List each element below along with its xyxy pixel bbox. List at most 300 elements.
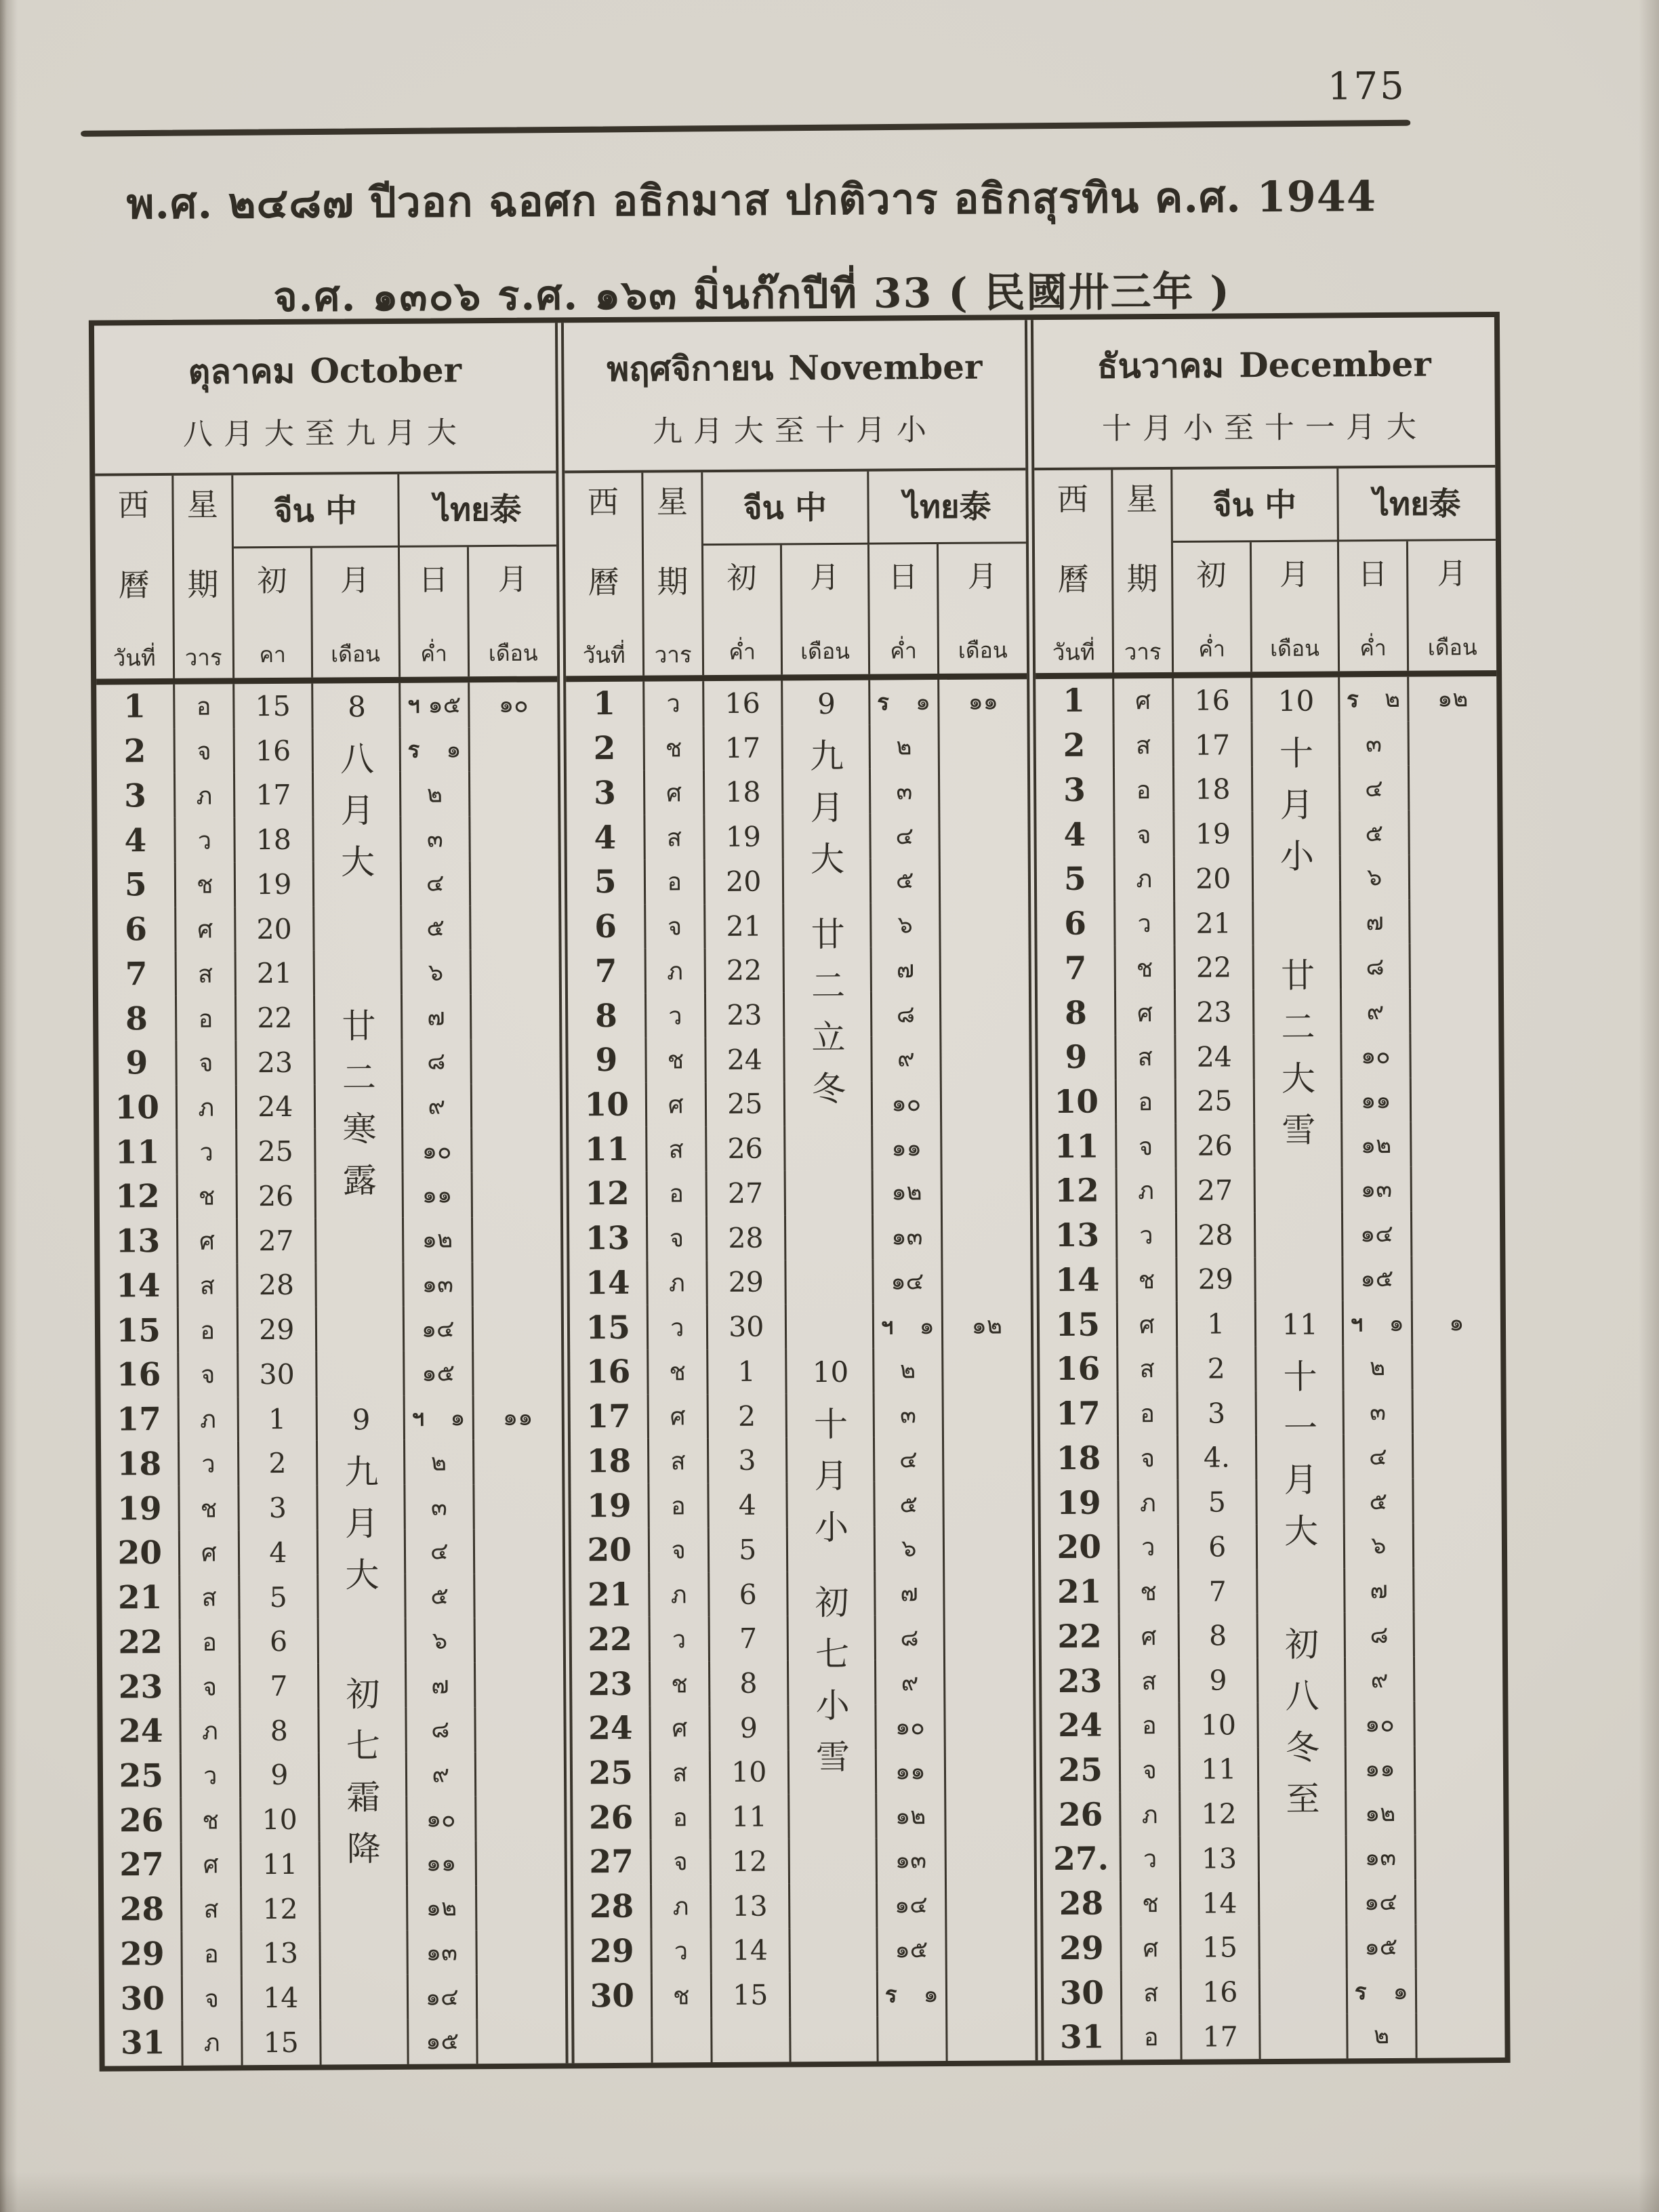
weekday-cell: ภ (650, 1572, 710, 1617)
header-solar-thai: วันที่ (112, 644, 156, 672)
weekday-cell: ว (1118, 1213, 1178, 1258)
cjk-char: 大 (1281, 1059, 1316, 1099)
chinese-month-cell (787, 1349, 875, 1394)
chinese-month-number: 10 (1277, 684, 1315, 718)
calendar-row (568, 1036, 1029, 1083)
top-rule (81, 120, 1410, 137)
thai-month-cell (471, 949, 559, 995)
weekday-cell: อ (649, 1483, 710, 1528)
thai-month-cell (476, 1706, 564, 1752)
chinese-day-cell: 17 (705, 725, 783, 770)
date-cell: 9 (568, 1038, 647, 1083)
thai-day-number: ๘ (427, 1048, 446, 1076)
date-cell: 27 (104, 1843, 182, 1887)
weekday-cell: จ (649, 1528, 710, 1572)
chinese-day-cell: 24 (706, 1037, 785, 1082)
thai-day-number: ๘ (431, 1716, 450, 1744)
thai-month-cell (1410, 810, 1498, 855)
thai-day-number: ๑ (1393, 1978, 1408, 2005)
thai-day-cell (1347, 1790, 1416, 1835)
thai-day-cell (878, 1927, 947, 1972)
date-cell: 18 (1040, 1436, 1119, 1481)
thai-month-cell (945, 1570, 1033, 1616)
cjk-char: 立 (811, 1017, 846, 1057)
chinese-month-cell (1254, 1033, 1343, 1079)
chinese-day-cell: 30 (708, 1305, 787, 1349)
chinese-day-cell: 17 (235, 773, 314, 817)
date-cell: 4 (97, 818, 176, 863)
thai-month-cell (1414, 1612, 1502, 1657)
date-cell: 17 (571, 1394, 649, 1439)
header-sub-th-day-thai: ค่ำ (420, 640, 447, 667)
chinese-day-cell: 26 (707, 1126, 785, 1171)
calendar-row (102, 1573, 562, 1620)
thai-day-cell (1348, 2013, 1417, 2058)
weekday-cell: ช (651, 1661, 711, 1706)
chinese-day-cell: 21 (705, 903, 784, 948)
thai-day-cell (1345, 1612, 1414, 1657)
weekday-cell: อ (645, 859, 705, 904)
thai-month-cell (471, 905, 559, 950)
thai-day-number: ๑๕ (1360, 1265, 1394, 1293)
thai-day-number: ๑๒ (891, 1179, 922, 1206)
calendar-row (1042, 1612, 1502, 1659)
calendar-row (1038, 943, 1498, 991)
thai-month-cell (1417, 2013, 1505, 2058)
calendar-row (100, 1216, 560, 1264)
thai-month-cell: ๑๒ (971, 1312, 1003, 1340)
date-cell: 20 (1041, 1525, 1120, 1570)
weekday-cell: ภ (646, 949, 706, 994)
chinese-day-cell: 29 (1177, 1257, 1256, 1302)
weekday-cell: ช (1118, 1257, 1178, 1302)
cjk-char: 廿 (811, 914, 845, 954)
weekday-cell: ส (1120, 1658, 1181, 1703)
thai-day-number: ๑๑ (422, 1181, 453, 1210)
thai-day-cell (1345, 1568, 1414, 1612)
date-cell: 7 (1038, 946, 1116, 991)
weekday-cell: ช (176, 862, 236, 907)
date-cell: 1 (566, 682, 644, 726)
chinese-month-cell (783, 769, 872, 815)
cjk-char: 月 (344, 1503, 380, 1543)
chinese-month-cell (316, 1262, 405, 1307)
header-sub-th-day (1339, 541, 1409, 672)
cjk-char: 月 (810, 787, 844, 827)
thai-day-number: ๑๓ (422, 1271, 454, 1298)
chinese-month-cell (314, 817, 402, 862)
thai-day-number: ๓ (426, 825, 443, 853)
calendar-row (99, 1083, 560, 1130)
chinese-day-cell: 28 (1177, 1212, 1256, 1257)
calendar-row (567, 813, 1027, 860)
chinese-day-cell: 6 (1179, 1524, 1258, 1569)
thai-month-cell (942, 1169, 1030, 1214)
date-cell: 19 (571, 1483, 649, 1528)
thai-month-cell (473, 1261, 561, 1307)
empty-cell (791, 2017, 879, 2062)
chinese-month-cell (1256, 1212, 1344, 1257)
thai-month-cell (474, 1439, 562, 1485)
calendar-row (571, 1481, 1031, 1528)
chinese-month-cell (1257, 1435, 1345, 1480)
calendar-row (97, 726, 558, 774)
weekday-cell: ภ (652, 1884, 712, 1929)
chinese-day-cell: 11 (711, 1795, 790, 1839)
chinese-day-cell: 5 (1179, 1479, 1257, 1524)
header-weekday-thai: วาร (1124, 638, 1162, 665)
header-solar-date (1034, 470, 1113, 673)
cjk-char: 八 (1285, 1676, 1319, 1716)
thai-month-cell (941, 947, 1029, 992)
chinese-day-cell: 5 (240, 1574, 319, 1619)
date-cell: 4 (567, 815, 645, 860)
calendar-row (571, 1392, 1031, 1439)
calendar-row (100, 1350, 561, 1397)
chinese-day-cell: 22 (706, 948, 785, 993)
weekday-cell: ว (648, 1305, 708, 1349)
date-cell: 29 (1043, 1926, 1122, 1971)
date-cell: 8 (568, 994, 647, 1038)
empty-cell (712, 2017, 791, 2062)
date-cell: 17 (1040, 1391, 1119, 1436)
thai-day-number: ๓ (1365, 731, 1382, 758)
chinese-day-cell: 30 (239, 1352, 317, 1397)
empty-cell (878, 2016, 947, 2061)
thai-day-number: ๔ (430, 1538, 449, 1565)
weekday-cell: ว (178, 1130, 238, 1174)
weekday-cell: ส (1122, 1970, 1182, 2015)
phase-mark: ร (884, 1981, 897, 2008)
calendar-row (1042, 1656, 1502, 1704)
chinese-month-cell (319, 1574, 407, 1620)
thai-day-cell (876, 1660, 945, 1704)
date-cell: 2 (1036, 723, 1115, 768)
date-cell: 13 (100, 1219, 178, 1264)
weekday-cell: ช (178, 1174, 238, 1218)
thai-day-cell (409, 1974, 478, 2019)
calendar-row (98, 1038, 559, 1086)
chinese-month-cell (317, 1396, 405, 1441)
header-sub-th-month (469, 546, 557, 676)
weekday-cell: ส (1116, 1035, 1176, 1080)
date-cell: 9 (98, 1041, 177, 1086)
chinese-day-cell: 19 (705, 815, 783, 859)
header-sub-cn-month-cjk: 月 (809, 560, 840, 596)
weekday-cell: จ (1115, 812, 1175, 857)
thai-day-number: ๑๑ (1364, 1755, 1395, 1783)
chinese-month-cell (1258, 1746, 1347, 1792)
thai-day-cell (1343, 1078, 1412, 1122)
header-sub-cn-day-thai: คา (259, 641, 286, 668)
header-sub-th-day-thai: ค่ำ (890, 638, 917, 664)
month-title (188, 344, 462, 398)
thai-day-cell (875, 1481, 944, 1526)
chinese-day-cell: 19 (236, 862, 314, 907)
chinese-month-cell (790, 1794, 878, 1839)
chinese-day-cell: 25 (1176, 1079, 1255, 1124)
chinese-day-cell: 27 (238, 1218, 316, 1263)
date-cell: 25 (103, 1753, 182, 1798)
chinese-month-cell (789, 1704, 877, 1750)
chinese-day-cell: 8 (710, 1661, 789, 1706)
chinese-day-cell: 25 (707, 1082, 785, 1126)
chinese-day-cell: 28 (708, 1215, 786, 1260)
chinese-day-cell: 23 (706, 993, 785, 1038)
thai-day-number: ๔ (899, 1446, 918, 1474)
date-cell: 23 (572, 1662, 651, 1706)
thai-month-cell (477, 1929, 565, 1975)
chinese-day-cell: 17 (1174, 722, 1253, 767)
cjk-char: 至 (1286, 1779, 1320, 1819)
header-solar-date (565, 473, 644, 676)
weekday-cell: ช (644, 726, 705, 771)
cjk-char: 雪 (815, 1737, 851, 1777)
weekday-cell: ศ (1122, 1925, 1182, 1970)
chinese-month-cell (1261, 2013, 1349, 2059)
thai-day-number: ๒ (1369, 1354, 1386, 1382)
thai-day-cell (1342, 1033, 1411, 1078)
chinese-day-cell: 7 (1179, 1569, 1258, 1614)
header-sub-th-month-cjk: 月 (497, 562, 528, 597)
thai-month-cell (1414, 1433, 1502, 1479)
cjk-char: 十 (1279, 733, 1314, 773)
thai-day-number: ๑ (446, 736, 462, 764)
date-cell: 13 (1039, 1213, 1118, 1258)
chinese-month-number: 11 (1282, 1307, 1319, 1342)
thai-day-cell (401, 816, 470, 861)
header-sub-cn-day (1173, 542, 1252, 672)
weekday-cell: อ (1122, 2015, 1183, 2060)
chinese-month-cell (789, 1660, 877, 1706)
calendar-row (1043, 1879, 1504, 1927)
weekday-cell: จ (179, 1352, 239, 1397)
thai-day-cell (1343, 1122, 1412, 1167)
thai-day-cell (1342, 989, 1411, 1033)
chinese-month-cell (1259, 1835, 1347, 1881)
chinese-month-cell (1256, 1256, 1344, 1302)
chinese-day-cell: 4 (240, 1530, 319, 1575)
month-name-english: November (788, 346, 983, 388)
chinese-month-cell (783, 724, 871, 770)
thai-day-number: ๑๔ (894, 1891, 928, 1919)
empty-cell (574, 2018, 653, 2063)
chinese-day-cell: 13 (1181, 1836, 1260, 1881)
thai-month-cell (1416, 1879, 1504, 1925)
weekday-cell: จ (648, 1216, 708, 1261)
thai-day-number: ๘ (1366, 953, 1385, 981)
weekday-cell: อ (1116, 1079, 1176, 1124)
chinese-day-cell: 2 (709, 1393, 787, 1438)
calendar-row (98, 949, 559, 997)
thai-day-number: ๑๒ (426, 1894, 457, 1922)
cjk-char: 小 (1279, 836, 1315, 876)
cjk-char: 二 (1281, 1008, 1315, 1048)
thai-day-number: ๑๐ (891, 1090, 922, 1118)
weekday-cell: ภ (1117, 1168, 1177, 1213)
cjk-char: 廿 (342, 1006, 376, 1046)
thai-day-cell (872, 991, 941, 1036)
chinese-month-cell (1254, 900, 1342, 945)
chinese-month-number: 10 (812, 1355, 849, 1389)
thai-day-cell (402, 905, 471, 950)
thai-day-cell (403, 1084, 472, 1128)
header-sub-th-day (869, 544, 939, 674)
thai-day-cell (1345, 1434, 1414, 1479)
thai-day-number: ๑๔ (421, 1315, 455, 1343)
weekday-cell: ส (649, 1439, 710, 1483)
header-group-thai: ไทย泰 (869, 470, 1026, 544)
cjk-char: 降 (346, 1829, 382, 1869)
weekday-cell: จ (1117, 1124, 1177, 1168)
chinese-day-cell: 3 (709, 1438, 787, 1483)
calendar-row (573, 1837, 1034, 1885)
chinese-day-cell: 21 (237, 951, 315, 996)
calendar-row (573, 1748, 1033, 1796)
header-solar-cjk-top: 西 (117, 487, 150, 524)
thai-month-cell (474, 1306, 562, 1351)
date-cell: 3 (567, 771, 645, 815)
chinese-day-cell: 16 (1182, 1969, 1261, 2014)
thai-month-cell (1410, 765, 1498, 811)
thai-day-cell (1344, 1390, 1413, 1435)
calendar-row (1040, 1300, 1500, 1347)
thai-month-cell (947, 1927, 1035, 1972)
thai-day-cell (874, 1393, 943, 1437)
date-cell: 20 (102, 1531, 180, 1576)
thai-day-cell (405, 1440, 474, 1485)
header-solar-cjk-mid: 曆 (1057, 560, 1089, 598)
thai-month-cell (476, 1751, 565, 1797)
header-sub-cn-day-cjk: 初 (1196, 558, 1227, 593)
header-sub-cn-day (234, 548, 313, 678)
thai-month-cell (1412, 1078, 1500, 1123)
thai-day-cell (874, 1259, 943, 1304)
thai-month-cell (945, 1659, 1033, 1704)
header-week-cjk-top: 星 (656, 483, 688, 520)
weekday-cell: ว (647, 993, 707, 1038)
calendar-row (567, 769, 1027, 816)
chinese-day-cell: 14 (1181, 1881, 1260, 1925)
weekday-cell: ศ (178, 1218, 239, 1263)
chinese-day-cell: 22 (1176, 945, 1254, 990)
thai-month-cell (476, 1662, 564, 1708)
thai-day-number: ๙ (1366, 998, 1385, 1025)
thai-month-cell (946, 1748, 1034, 1794)
chinese-day-cell: 18 (705, 770, 783, 815)
page-number: 175 (1327, 64, 1407, 109)
calendar-row (572, 1704, 1033, 1751)
calendar-row (101, 1439, 562, 1487)
chinese-month-cell (317, 1351, 405, 1397)
chinese-day-cell: 11 (242, 1842, 321, 1887)
thai-month-cell (1414, 1568, 1502, 1613)
chinese-month-cell (1258, 1658, 1347, 1703)
chinese-day-cell: 1 (708, 1349, 787, 1393)
thai-day-cell (876, 1571, 945, 1616)
header-sub-th-month-thai: เดือน (958, 637, 1008, 663)
date-cell: 24 (102, 1709, 181, 1754)
chinese-month-cell (316, 1173, 404, 1218)
chinese-month-cell (315, 1084, 403, 1129)
thai-day-number: ๑๑ (426, 1849, 457, 1878)
date-cell: 7 (568, 949, 647, 994)
thai-day-number: ๑๓ (895, 1847, 927, 1875)
date-cell: 10 (99, 1085, 178, 1130)
thai-day-cell (403, 994, 472, 1039)
chinese-day-cell: 16 (235, 728, 314, 773)
thai-day-cell (877, 1793, 946, 1838)
chinese-month-cell (319, 1752, 407, 1797)
chinese-month-cell (1255, 1123, 1343, 1168)
thai-month-cell (474, 1350, 562, 1395)
calendar-row (102, 1618, 563, 1665)
calendar-row (1038, 1122, 1499, 1169)
chinese-day-cell: 23 (1176, 989, 1254, 1034)
calendar-row (569, 1258, 1030, 1306)
weekday-cell: ศ (649, 1394, 709, 1439)
header-weekday-thai: วาร (654, 641, 692, 668)
thai-month-cell (940, 813, 1028, 858)
chinese-month-cell (790, 1927, 878, 1973)
date-cell: 15 (1040, 1303, 1118, 1347)
cjk-char: 月 (1279, 785, 1314, 825)
thai-month-cell (475, 1528, 563, 1574)
thai-month-cell (474, 1484, 562, 1530)
thai-month-cell (1412, 1256, 1500, 1301)
thai-day-number: ๘ (900, 1624, 919, 1652)
thai-day-cell (1341, 855, 1410, 900)
weekday-cell: ภ (1115, 857, 1175, 901)
chinese-month-cell (321, 1975, 409, 2020)
calendar-row (103, 1751, 564, 1799)
date-cell: 3 (97, 773, 176, 818)
calendar-row (1036, 676, 1496, 724)
thai-day-number: ๙ (901, 1668, 919, 1696)
month-title (1097, 337, 1431, 393)
chinese-day-cell: 2 (1178, 1346, 1256, 1391)
thai-day-number: ๒ (430, 1449, 447, 1477)
thai-day-number: ๓ (430, 1494, 447, 1521)
thai-day-cell (404, 1217, 473, 1262)
thai-day-cell (401, 682, 470, 727)
empty-cell (653, 2018, 713, 2062)
calendar-row (98, 994, 559, 1042)
cjk-char: 月 (340, 790, 375, 831)
header-solar-date (95, 476, 174, 679)
thai-month-cell (470, 771, 558, 817)
chinese-month-cell (321, 1886, 409, 1931)
calendar-row (568, 991, 1029, 1038)
weekday-cell: ภ (1119, 1480, 1179, 1525)
weekday-cell: ว (176, 818, 236, 863)
date-cell: 18 (101, 1441, 180, 1486)
thai-day-cell (1344, 1300, 1413, 1345)
thai-day-number: ๑๑ (1360, 1086, 1391, 1115)
chinese-day-cell: 4 (709, 1483, 787, 1528)
header-solar-cjk-top: 西 (1057, 480, 1088, 518)
thai-month-cell (947, 1882, 1035, 1927)
thai-day-cell (1340, 722, 1409, 766)
thai-day-number: ๖ (1371, 1532, 1387, 1560)
thai-month-cell (1416, 1790, 1504, 1835)
weekday-cell: ช (649, 1349, 709, 1394)
chinese-day-cell: 27 (708, 1170, 786, 1215)
weekday-cell: ช (180, 1486, 240, 1531)
header-sub-th-month-thai: เดือน (1427, 634, 1477, 661)
chinese-month-cell (1260, 1880, 1348, 1925)
date-cell: 28 (104, 1887, 182, 1932)
